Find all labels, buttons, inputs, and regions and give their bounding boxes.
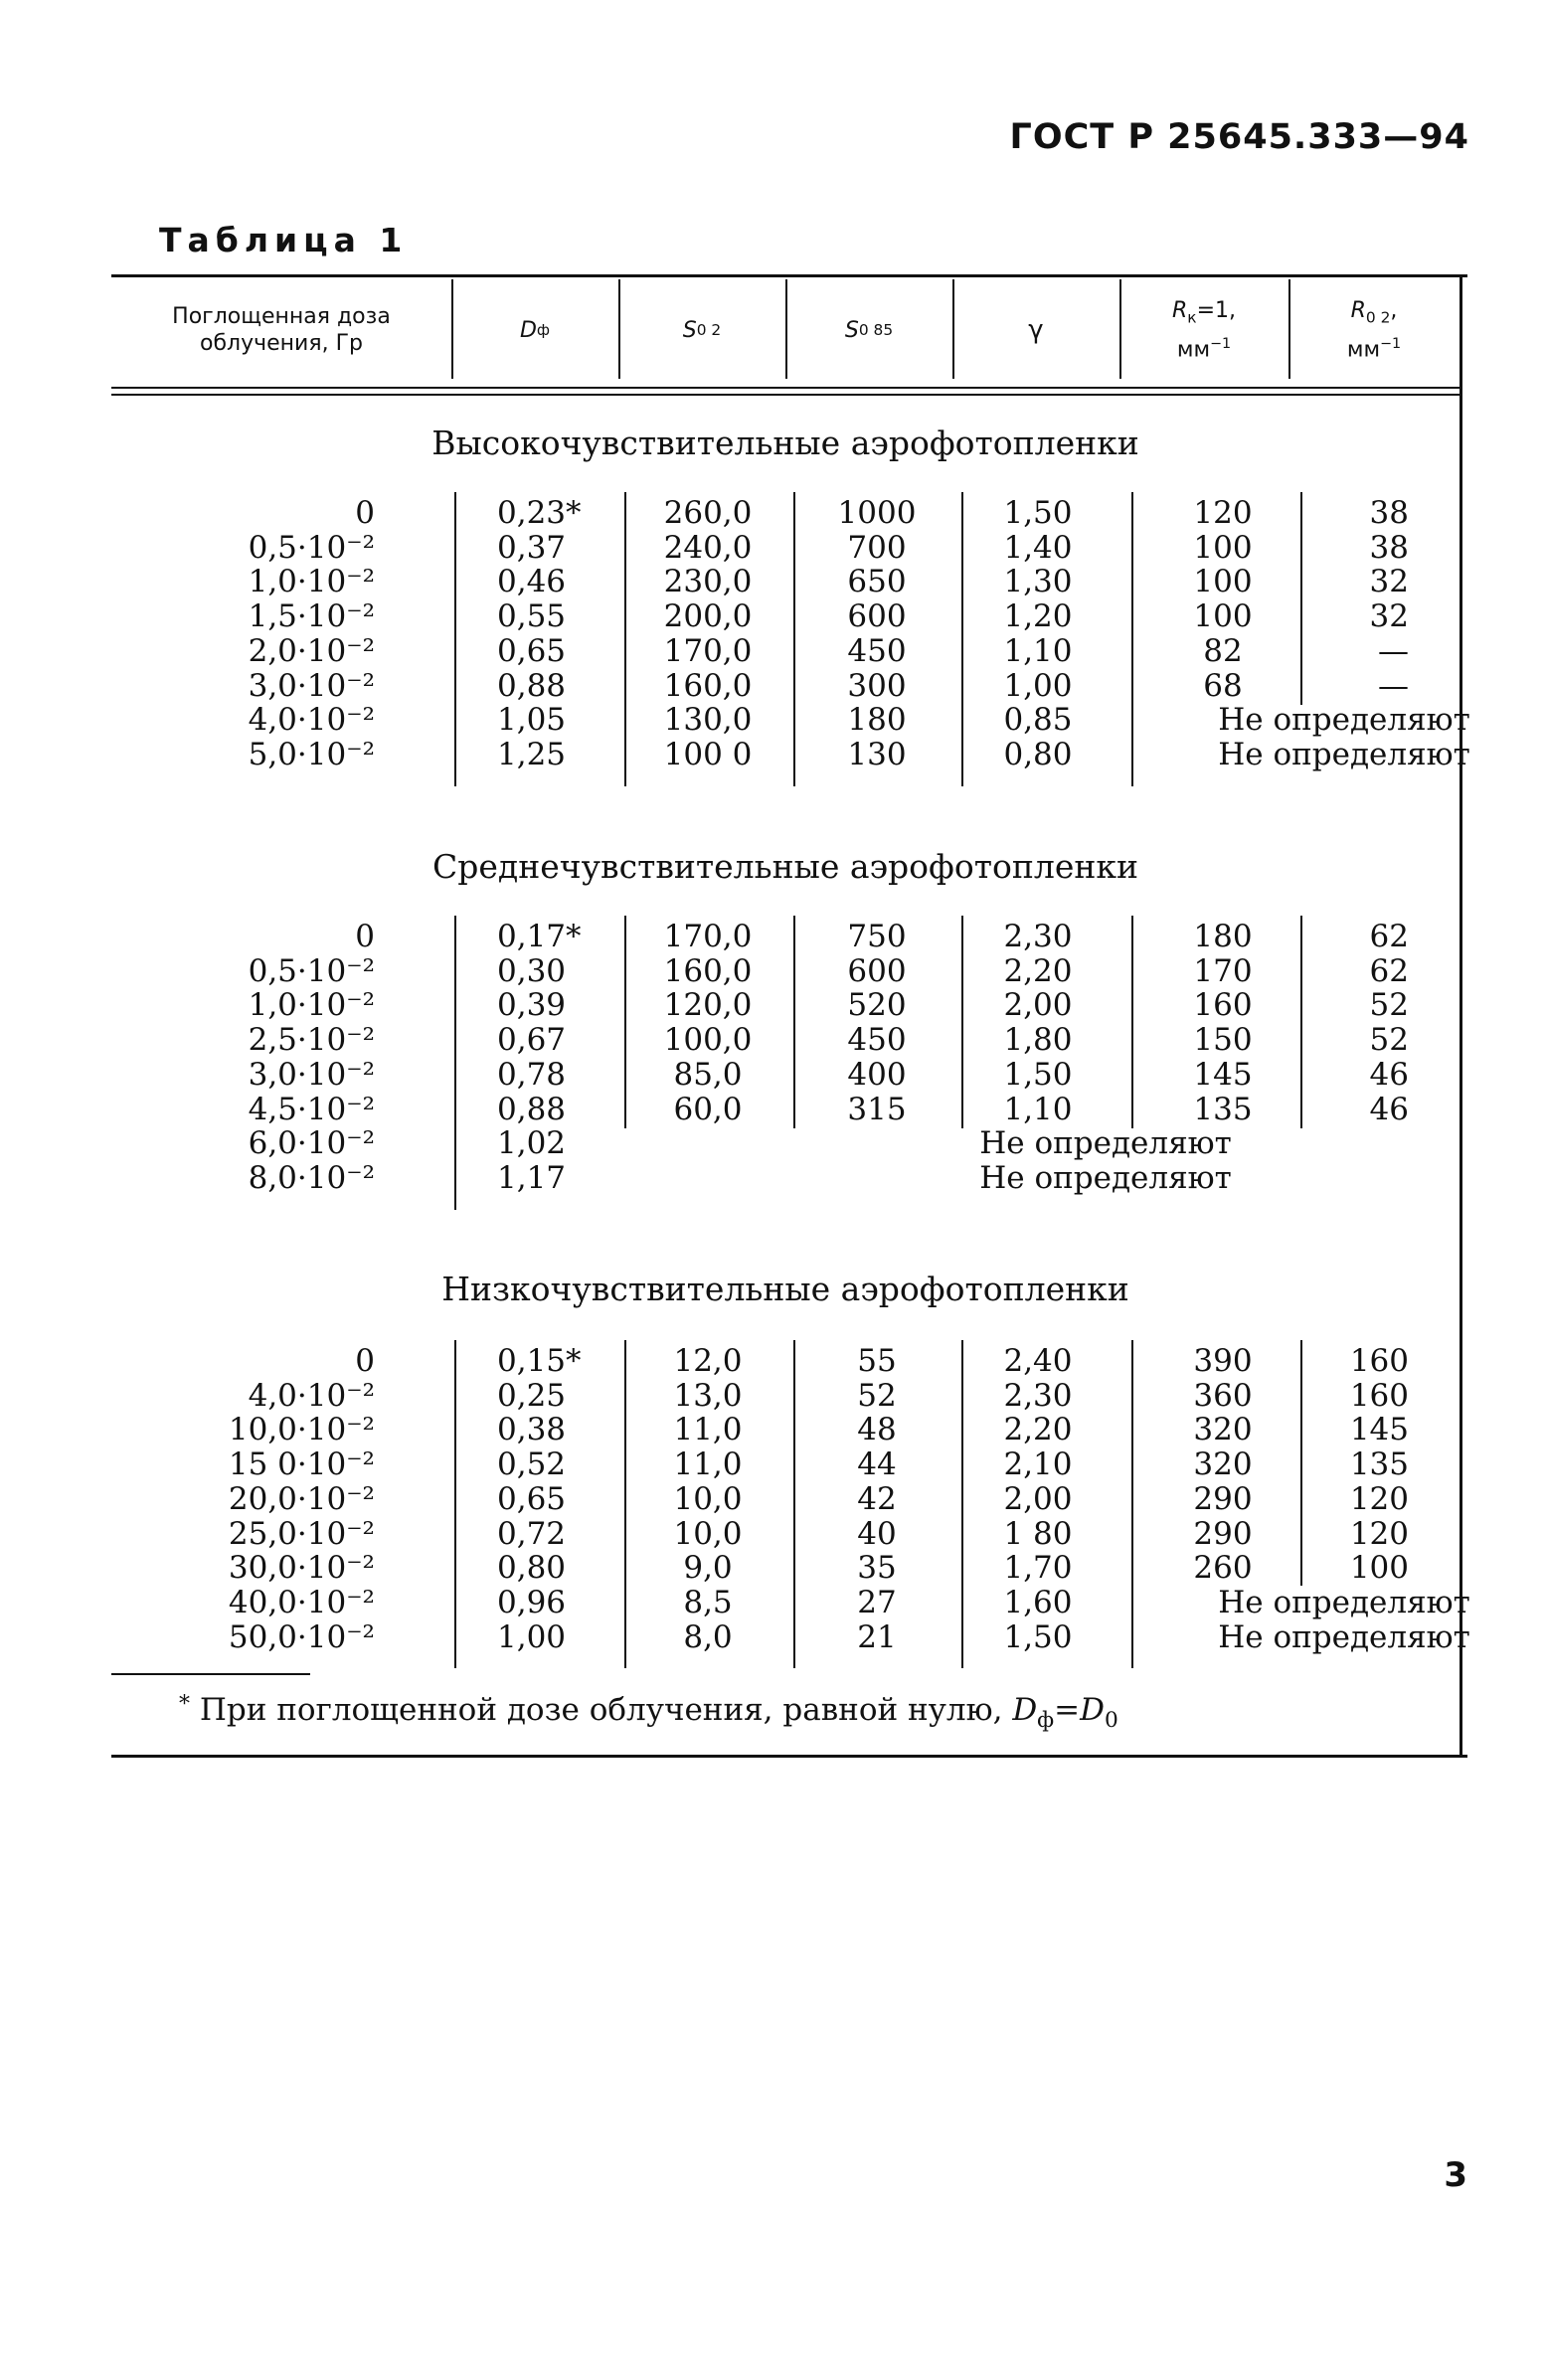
table-row bbox=[111, 1618, 1470, 1655]
cell-r02: 100 bbox=[1349, 1550, 1409, 1587]
cell-r02: 145 bbox=[1349, 1412, 1409, 1448]
section-title: Низкочувствительные аэрофотопленки bbox=[441, 1270, 1129, 1308]
header-density bbox=[451, 277, 618, 383]
header-s02 bbox=[618, 277, 785, 383]
cell-density: 1,02 bbox=[497, 1125, 567, 1162]
cell-s02: 100,0 bbox=[663, 1022, 753, 1059]
table-row bbox=[111, 920, 1459, 954]
footnote-formula-right-sub: 0 bbox=[1105, 1708, 1118, 1734]
cell-density: 0,72 bbox=[497, 1515, 567, 1552]
cell-rk: 68 bbox=[1203, 667, 1243, 704]
cell-rk: 100 bbox=[1193, 598, 1253, 635]
cell-gamma: 1,60 bbox=[1003, 1584, 1073, 1620]
cell-dose: 20,0·10⁻² bbox=[228, 1480, 375, 1517]
cell-r02: 135 bbox=[1349, 1446, 1409, 1483]
table-row bbox=[111, 954, 1459, 989]
cell-r02: — bbox=[1378, 667, 1409, 704]
cell-dose: 0,5·10⁻² bbox=[248, 952, 375, 989]
cell-gamma: 1,50 bbox=[1003, 1618, 1073, 1655]
cell-gamma: 2,40 bbox=[1003, 1343, 1073, 1379]
header-density-sub: ф bbox=[536, 320, 551, 339]
cell-dose: 25,0·10⁻² bbox=[228, 1515, 375, 1552]
section-title: Высокочувствительные аэрофотопленки bbox=[431, 424, 1139, 462]
cell-s085: 750 bbox=[847, 919, 907, 954]
table-row bbox=[111, 736, 1470, 772]
cell-rk: 120 bbox=[1193, 495, 1253, 531]
cell-dose: 4,5·10⁻² bbox=[248, 1091, 375, 1127]
cell-s02: 130,0 bbox=[663, 702, 753, 739]
cell-rk: 82 bbox=[1203, 632, 1243, 669]
cell-dose: 40,0·10⁻² bbox=[228, 1584, 375, 1620]
cell-density: 0,38 bbox=[497, 1412, 567, 1448]
table-row bbox=[111, 599, 1459, 634]
cell-r02: 32 bbox=[1369, 598, 1409, 635]
cell-rk: 100 bbox=[1193, 529, 1253, 566]
cell-r02: 120 bbox=[1349, 1480, 1409, 1517]
cell-dose: 1,0·10⁻² bbox=[248, 564, 375, 600]
header-rk bbox=[1119, 277, 1288, 383]
cell-r02: 160 bbox=[1349, 1343, 1409, 1379]
table-row bbox=[111, 988, 1459, 1023]
cell-s085: 55 bbox=[857, 1343, 897, 1379]
cell-dose: 1,0·10⁻² bbox=[248, 987, 375, 1024]
cell-s02: 85,0 bbox=[673, 1056, 743, 1093]
cell-density: 0,46 bbox=[497, 564, 567, 600]
cell-gamma: 1,80 bbox=[1003, 1022, 1073, 1059]
cell-dose: 3,0·10⁻² bbox=[248, 667, 375, 704]
table-right-rule bbox=[1459, 274, 1462, 1756]
cell-s085: 35 bbox=[857, 1550, 897, 1587]
header-rule bbox=[111, 387, 1459, 389]
cell-s085: 48 bbox=[857, 1412, 897, 1448]
cell-density: 1,25 bbox=[497, 736, 567, 772]
section-title: Среднечувствительные аэрофотопленки bbox=[432, 847, 1138, 886]
cell-gamma: 1,70 bbox=[1003, 1550, 1073, 1587]
cell-rk: 135 bbox=[1193, 1091, 1253, 1127]
cell-density: 1,05 bbox=[497, 702, 567, 739]
cell-dose: 2,0·10⁻² bbox=[248, 632, 375, 669]
table-row bbox=[111, 634, 1459, 669]
cell-s02: 10,0 bbox=[673, 1480, 743, 1517]
table-row bbox=[111, 1413, 1459, 1447]
cell-rk: 390 bbox=[1193, 1343, 1253, 1379]
cell-r02: 120 bbox=[1349, 1515, 1409, 1552]
cell-density: 0,37 bbox=[497, 529, 567, 566]
cell-s02: 170,0 bbox=[663, 919, 753, 954]
cell-r02: 46 bbox=[1369, 1091, 1409, 1127]
header-dose bbox=[111, 277, 451, 383]
cell-rk: 170 bbox=[1193, 952, 1253, 989]
cell-density: 0,80 bbox=[497, 1550, 567, 1587]
header-s02-symbol: S bbox=[682, 317, 697, 343]
cell-density: 1,00 bbox=[497, 1618, 567, 1655]
cell-s02: 12,0 bbox=[673, 1343, 743, 1379]
footnote-rule bbox=[111, 1673, 310, 1675]
header-dose-label: Поглощенная доза облучения, Гр bbox=[172, 304, 391, 356]
table-row bbox=[111, 1517, 1459, 1552]
cell-s02: 120,0 bbox=[663, 987, 753, 1024]
cell-r02: 32 bbox=[1369, 564, 1409, 600]
cell-density: 1,17 bbox=[497, 1159, 567, 1196]
cell-gamma: 2,20 bbox=[1003, 1412, 1073, 1448]
cell-rk: 260 bbox=[1193, 1550, 1253, 1587]
cell-gamma: 1,30 bbox=[1003, 564, 1073, 600]
cell-gamma: 1,10 bbox=[1003, 1091, 1073, 1127]
header-r02-symbol: R bbox=[1350, 297, 1366, 323]
cell-dose: 5,0·10⁻² bbox=[248, 736, 375, 772]
cell-s02: 60,0 bbox=[673, 1091, 743, 1127]
header-r02 bbox=[1288, 277, 1459, 383]
table-row bbox=[111, 1447, 1459, 1482]
cell-s085: 450 bbox=[847, 1022, 907, 1059]
cell-density: 0,39 bbox=[497, 987, 567, 1024]
cell-s02: 200,0 bbox=[663, 598, 753, 635]
cell-s085: 21 bbox=[857, 1618, 897, 1655]
header-s02-sub: 0 2 bbox=[696, 320, 722, 339]
header-r02-unit: мм bbox=[1346, 337, 1381, 363]
cell-dose: 15 0·10⁻² bbox=[228, 1446, 375, 1483]
cell-density: 0,17* bbox=[497, 919, 582, 954]
footnote-formula-left: D bbox=[1012, 1692, 1038, 1728]
cell-density: 0,30 bbox=[497, 952, 567, 989]
cell-gamma: 1,00 bbox=[1003, 667, 1073, 704]
cell-dose: 30,0·10⁻² bbox=[228, 1550, 375, 1587]
cell-dose: 0,5·10⁻² bbox=[248, 529, 375, 566]
cell-s02: 160,0 bbox=[663, 667, 753, 704]
cell-note: Не определяют bbox=[1218, 736, 1470, 772]
cell-rk: 150 bbox=[1193, 1022, 1253, 1059]
table-bottom-rule bbox=[111, 1755, 1467, 1758]
cell-r02: 160 bbox=[1349, 1377, 1409, 1414]
cell-density: 0,23* bbox=[497, 495, 582, 531]
table-row bbox=[111, 1161, 1459, 1196]
cell-s02: 260,0 bbox=[663, 495, 753, 531]
header-rk-tail: =1, bbox=[1196, 297, 1237, 323]
cell-density: 0,67 bbox=[497, 1022, 567, 1059]
cell-s02: 160,0 bbox=[663, 952, 753, 989]
header-r02-sub: 0 2 bbox=[1365, 308, 1391, 327]
cell-density: 0,96 bbox=[497, 1584, 567, 1620]
cell-gamma: 2,00 bbox=[1003, 987, 1073, 1024]
cell-gamma: 2,30 bbox=[1003, 919, 1073, 954]
cell-note: Не определяют bbox=[1218, 1618, 1470, 1655]
cell-s02: 170,0 bbox=[663, 632, 753, 669]
cell-s085: 130 bbox=[847, 736, 907, 772]
cell-rk: 160 bbox=[1193, 987, 1253, 1024]
table-row bbox=[111, 565, 1459, 599]
header-r02-tail: , bbox=[1390, 297, 1398, 323]
header-rk-unit: мм bbox=[1176, 337, 1211, 363]
header-rk-sub: к bbox=[1187, 308, 1197, 327]
footnote-formula-eq: = bbox=[1054, 1692, 1081, 1728]
cell-s02: 240,0 bbox=[663, 529, 753, 566]
cell-dose: 2,5·10⁻² bbox=[248, 1022, 375, 1059]
cell-density: 0,88 bbox=[497, 667, 567, 704]
cell-r02: 52 bbox=[1369, 1022, 1409, 1059]
header-density-symbol: D bbox=[519, 317, 537, 343]
cell-s085: 44 bbox=[857, 1446, 897, 1483]
cell-s02: 230,0 bbox=[663, 564, 753, 600]
cell-density: 0,55 bbox=[497, 598, 567, 635]
cell-density: 0,65 bbox=[497, 632, 567, 669]
footnote-formula-left-sub: ф bbox=[1037, 1708, 1055, 1734]
cell-s085: 52 bbox=[857, 1377, 897, 1414]
table-row bbox=[111, 1058, 1459, 1093]
cell-note: Не определяют bbox=[1218, 1584, 1470, 1620]
cell-density: 0,15* bbox=[497, 1343, 582, 1379]
cell-gamma: 1,50 bbox=[1003, 1056, 1073, 1093]
cell-s085: 520 bbox=[847, 987, 907, 1024]
cell-s085: 600 bbox=[847, 952, 907, 989]
footnote-text: При поглощенной дозе облучения, равной нулю, bbox=[199, 1692, 1003, 1728]
table-row bbox=[111, 1584, 1470, 1620]
document-code: ГОСТ Р 25645.333—94 bbox=[1009, 117, 1469, 157]
cell-s085: 600 bbox=[847, 598, 907, 635]
header-gamma-symbol: γ bbox=[1028, 314, 1044, 345]
header-gamma bbox=[952, 277, 1119, 383]
header-rk-unit-sup: −1 bbox=[1210, 336, 1232, 353]
table-row bbox=[111, 1551, 1459, 1586]
table-row bbox=[111, 1379, 1459, 1414]
cell-rk: 290 bbox=[1193, 1515, 1253, 1552]
cell-gamma: 2,10 bbox=[1003, 1446, 1073, 1483]
cell-dose: 1,5·10⁻² bbox=[248, 598, 375, 635]
cell-s085: 450 bbox=[847, 632, 907, 669]
cell-gamma: 2,20 bbox=[1003, 952, 1073, 989]
cell-s02: 10,0 bbox=[673, 1515, 743, 1552]
cell-s085: 650 bbox=[847, 564, 907, 600]
footnote-mark: * bbox=[179, 1692, 190, 1717]
cell-rk: 100 bbox=[1193, 564, 1253, 600]
header-s085-sub: 0 85 bbox=[858, 320, 894, 339]
cell-s085: 1000 bbox=[837, 495, 917, 531]
table-row bbox=[111, 1023, 1459, 1058]
table-row bbox=[111, 1482, 1459, 1517]
cell-gamma: 0,85 bbox=[1003, 702, 1073, 739]
table-header bbox=[111, 277, 1459, 383]
cell-s085: 300 bbox=[847, 667, 907, 704]
cell-r02: 46 bbox=[1369, 1056, 1409, 1093]
cell-dose: 6,0·10⁻² bbox=[248, 1125, 375, 1162]
cell-s085: 27 bbox=[857, 1584, 897, 1620]
cell-gamma: 2,00 bbox=[1003, 1480, 1073, 1517]
cell-gamma: 1,40 bbox=[1003, 529, 1073, 566]
cell-gamma: 1,20 bbox=[1003, 598, 1073, 635]
cell-dose: 8,0·10⁻² bbox=[248, 1159, 375, 1196]
header-rule bbox=[111, 394, 1459, 396]
cell-gamma: 0,80 bbox=[1003, 736, 1073, 772]
cell-s02: 8,0 bbox=[683, 1618, 733, 1655]
cell-dose: 50,0·10⁻² bbox=[228, 1618, 375, 1655]
header-s085-symbol: S bbox=[844, 317, 859, 343]
cell-density: 0,78 bbox=[497, 1056, 567, 1093]
cell-s085: 700 bbox=[847, 529, 907, 566]
cell-s085: 42 bbox=[857, 1480, 897, 1517]
cell-dose: 3,0·10⁻² bbox=[248, 1056, 375, 1093]
cell-s085: 40 bbox=[857, 1515, 897, 1552]
cell-s085: 180 bbox=[847, 702, 907, 739]
table-row bbox=[111, 669, 1459, 704]
cell-rk: 290 bbox=[1193, 1480, 1253, 1517]
table-title: Таблица 1 bbox=[159, 221, 409, 259]
table-row bbox=[111, 1126, 1459, 1161]
cell-dose: 0 bbox=[355, 495, 375, 531]
cell-rk: 360 bbox=[1193, 1377, 1253, 1414]
cell-s02: 13,0 bbox=[673, 1377, 743, 1414]
cell-r02: 52 bbox=[1369, 987, 1409, 1024]
cell-dose: 0 bbox=[355, 1343, 375, 1379]
cell-s02: 8,5 bbox=[683, 1584, 733, 1620]
cell-s085: 315 bbox=[847, 1091, 907, 1127]
cell-r02: — bbox=[1378, 632, 1409, 669]
cell-r02: 62 bbox=[1369, 952, 1409, 989]
cell-dose: 0 bbox=[355, 919, 375, 954]
cell-r02: 38 bbox=[1369, 529, 1409, 566]
cell-rk: 320 bbox=[1193, 1412, 1253, 1448]
header-r02-unit-sup: −1 bbox=[1380, 336, 1402, 353]
cell-r02: 38 bbox=[1369, 495, 1409, 531]
cell-rk: 145 bbox=[1193, 1056, 1253, 1093]
cell-dose: 4,0·10⁻² bbox=[248, 702, 375, 739]
cell-dose: 4,0·10⁻² bbox=[248, 1377, 375, 1414]
cell-note: Не определяют bbox=[1218, 702, 1470, 739]
cell-s02: 9,0 bbox=[683, 1550, 733, 1587]
cell-r02: 62 bbox=[1369, 919, 1409, 954]
table-row bbox=[111, 702, 1470, 739]
table-row bbox=[111, 531, 1459, 566]
header-s085 bbox=[785, 277, 952, 383]
cell-gamma: 1,50 bbox=[1003, 495, 1073, 531]
cell-density: 0,52 bbox=[497, 1446, 567, 1483]
cell-s02: 11,0 bbox=[673, 1412, 743, 1448]
footnote bbox=[179, 1692, 1118, 1733]
cell-note: Не определяют bbox=[979, 1125, 1232, 1162]
cell-density: 0,65 bbox=[497, 1480, 567, 1517]
cell-s02: 11,0 bbox=[673, 1446, 743, 1483]
cell-gamma: 1,10 bbox=[1003, 632, 1073, 669]
footnote-formula-right: D bbox=[1080, 1692, 1105, 1728]
header-rk-symbol: R bbox=[1171, 297, 1188, 323]
cell-gamma: 1 80 bbox=[1003, 1515, 1073, 1552]
cell-rk: 320 bbox=[1193, 1446, 1253, 1483]
table-row bbox=[111, 496, 1459, 531]
cell-dose: 10,0·10⁻² bbox=[228, 1412, 375, 1448]
cell-s02: 100 0 bbox=[663, 736, 753, 772]
cell-s085: 400 bbox=[847, 1056, 907, 1093]
page-number: 3 bbox=[1444, 2155, 1467, 2195]
cell-density: 0,88 bbox=[497, 1091, 567, 1127]
cell-density: 0,25 bbox=[497, 1377, 567, 1414]
cell-rk: 180 bbox=[1193, 919, 1253, 954]
table-row bbox=[111, 1344, 1459, 1379]
cell-gamma: 2,30 bbox=[1003, 1377, 1073, 1414]
table-row bbox=[111, 1093, 1459, 1127]
cell-note: Не определяют bbox=[979, 1159, 1232, 1196]
